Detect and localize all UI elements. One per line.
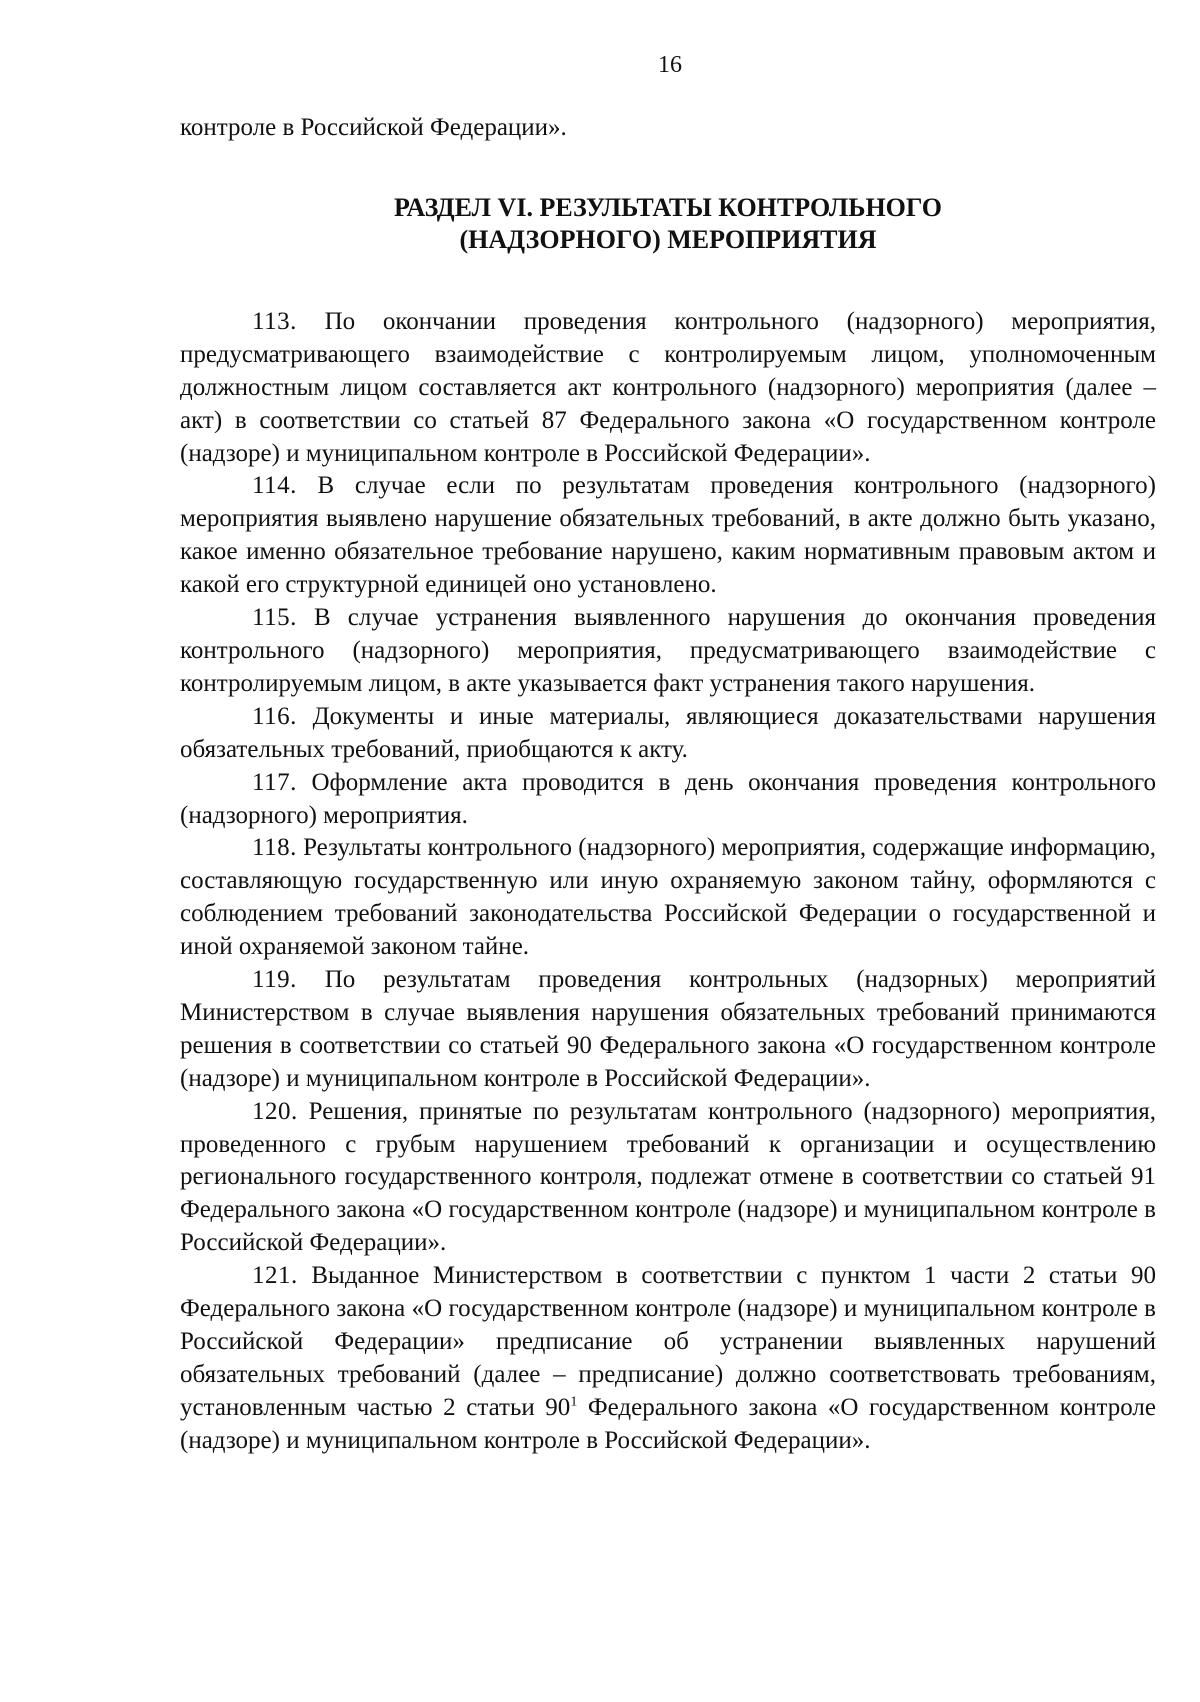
paragraph-113 [180, 306, 1156, 471]
paragraph-text-continued: Федерального закона «О государственном контроле (надзоре) и муниципальном контроле в Российской Федерации». [180, 1393, 1157, 1454]
paragraph-120 [180, 1096, 1156, 1261]
paragraph-text: Выданное Министерством в соответствии с пунктом 1 части 2 статьи 90 Федерального закона «О государственном контроле (надзоре) и муниципальном контроле в Российской Федерации» предписание об устранении выявленных нарушений обязательных требований (далее – предписание) должно соответствовать требованиям, установленным частью 2 статьи 90 [180, 1262, 1157, 1421]
paragraph-number: 116. [252, 702, 297, 730]
paragraph-text: Решения, принятые по результатам контрольного (надзорного) мероприятия, проведенного с грубым нарушением требований к организации и осуществлению регионального государственного контроля, подлежат отмене в соответствии со статьей 91 Федерального закона «О государственном контроле (надзоре) и муниципальном контроле в Российской Федерации». [180, 1097, 1157, 1257]
paragraph-text: По окончании проведения контрольного (надзорного) мероприятия, предусматривающего взаимодействие с контролируемым лицом, уполномоченным должностным лицом составляется акт контрольного (надзорного) мероприятия (далее – акт) в соответствии со статьей 87 Федерального закона «О государственном контроле (надзоре) и муниципальном контроле в Российской Федерации». [180, 307, 1157, 467]
paragraph-number: 114. [252, 472, 297, 500]
continued-text: контроле в Российской Федерации». [180, 114, 567, 141]
paragraph-number: 120. [252, 1097, 298, 1125]
section-heading-line-1: РАЗДЕЛ VI. РЕЗУЛЬТАТЫ КОНТРОЛЬНОГО [393, 192, 943, 222]
paragraph-number: 117. [252, 768, 297, 796]
paragraph-119 [180, 964, 1156, 1096]
paragraph-118 [180, 832, 1156, 964]
page-number: 16 [658, 52, 682, 78]
section-heading-line-2: (НАДЗОРНОГО) МЕРОПРИЯТИЯ [459, 224, 877, 254]
paragraph-number: 119. [252, 966, 297, 994]
paragraph-text: Документы и иные материалы, являющиеся доказательствами нарушения обязательных требований, приобщаются к акту. [180, 702, 1156, 763]
superscript-marker: 1 [570, 1394, 578, 1410]
paragraph-number: 121. [252, 1262, 298, 1290]
document-body [180, 112, 1156, 1458]
paragraph-number: 113. [252, 307, 297, 335]
paragraph-number: 118. [252, 834, 297, 862]
paragraph-text: Оформление акта проводится в день окончания проведения контрольного (надзорного) мероприятия. [180, 768, 1157, 829]
paragraph-text: В случае если по результатам проведения контрольного (надзорного) мероприятия выявлено нарушение обязательных требований, в акте должно быть указано, какое именно обязательное требование нарушено, каким нормативным правовым актом и какой его структурной единицей оно установлено. [180, 472, 1157, 599]
paragraph-114 [180, 470, 1156, 602]
paragraph-text: Результаты контрольного (надзорного) мероприятия, содержащие информацию, составляющую государственную или иную охраняемую законом тайну, оформляются с соблюдением требований законодательства Российской Федерации о государственной и иной охраняемой законом тайне. [180, 834, 1156, 961]
paragraph-116 [180, 701, 1156, 767]
paragraph-117 [180, 767, 1156, 833]
section-heading [180, 192, 1156, 256]
paragraph-text: В случае устранения выявленного нарушения до окончания проведения контрольного (надзорного) мероприятия, предусматривающего взаимодействие с контролируемым лицом, в акте указывается факт устранения такого нарушения. [180, 604, 1157, 697]
paragraph-text: По результатам проведения контрольных (надзорных) мероприятий Министерством в случае выявления нарушения обязательных требований принимаются решения в соответствии со статьей 90 Федерального закона «О государственном контроле (надзоре) и муниципальном контроле в Российской Федерации». [180, 966, 1156, 1092]
paragraph-121 [180, 1260, 1156, 1457]
paragraph-115 [180, 602, 1156, 701]
paragraph-number: 115. [252, 604, 297, 632]
